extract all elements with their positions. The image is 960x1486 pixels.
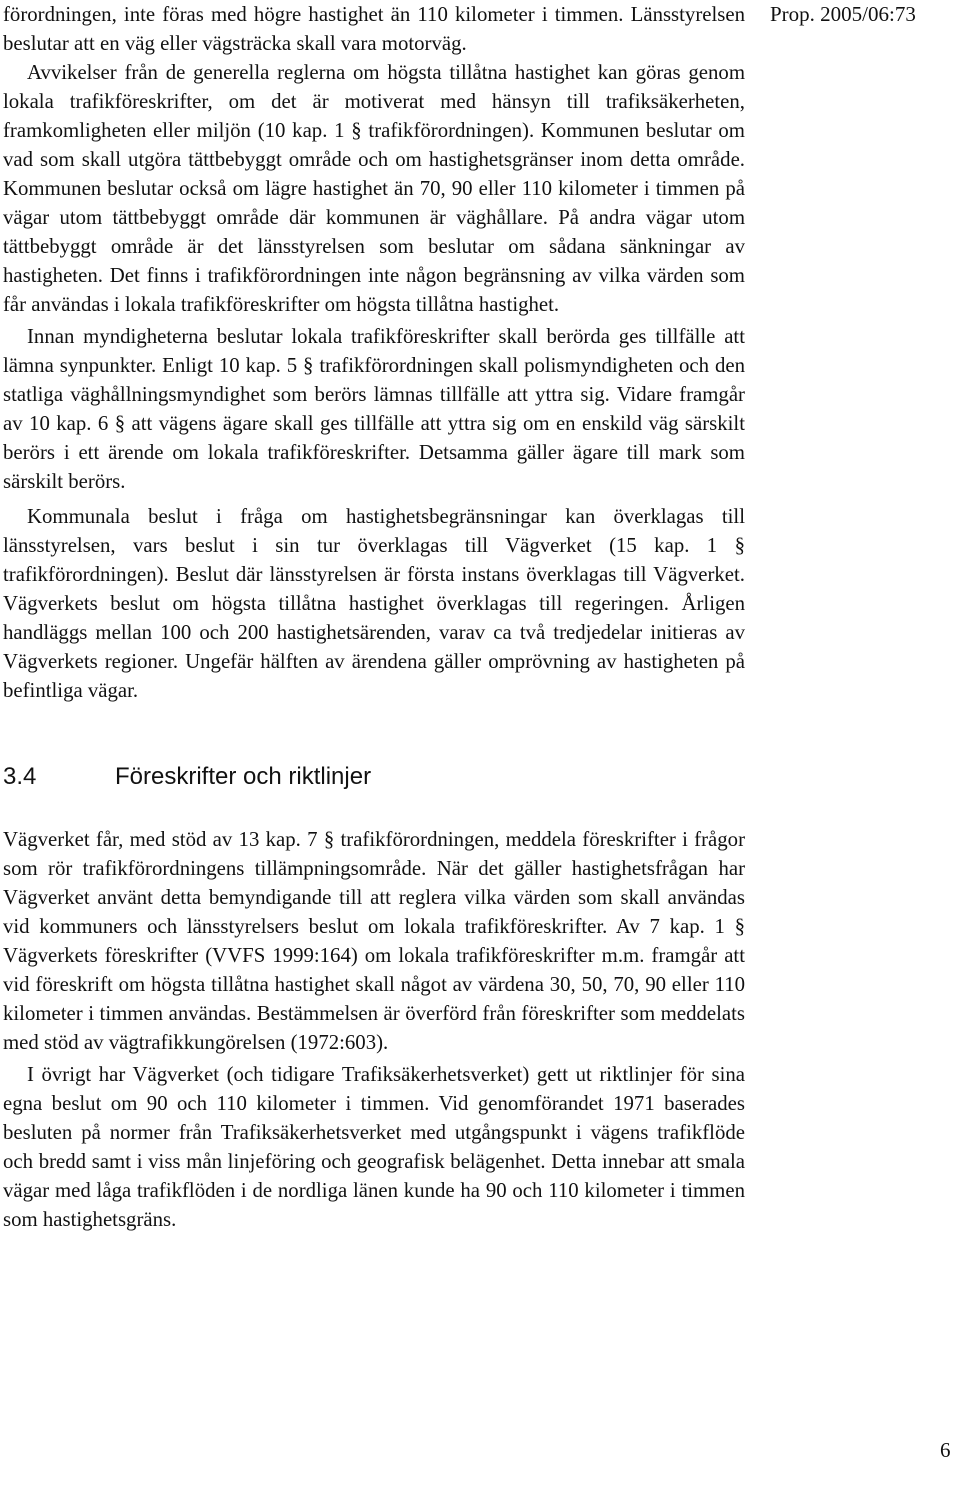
section-heading [3, 762, 745, 792]
section-number: 3.4 [3, 763, 37, 790]
page-number: 6 [940, 1438, 951, 1462]
document-body [3, 0, 745, 1234]
paragraph-consultation: Innan myndigheterna beslutar lokala trafikföreskrifter skall berörda ges tillfälle att lämna synpunkter. Enligt 10 kap. 5 § trafikförordningen skall polismyndigheten och den statliga väghållningsmyndighet som berörs lämnas tillfälle att yttra sig. Vidare framgår av 10 kap. 6 § att vägens ägare skall ges tillfälle att yttra sig om en enskild väg särskilt berörs i ett ärende om lokala trafikföreskrifter. Detsamma gäller ägare till mark som särskilt berörs. [3, 325, 745, 493]
proposition-reference: Prop. 2005/06:73 [770, 2, 916, 26]
paragraph-appeals: Kommunala beslut i fråga om hastighetsbegränsningar kan överklagas till länsstyrelsen, vars beslut i sin tur överklagas till Vägverket (15 kap. 1 § trafikförordningen). Beslut där länsstyrelsen är första instans överklagas till Vägverket. Vägverkets beslut om högsta tillåtna hastighet överklagas till regeringen. Årligen handläggs mellan 100 och 200 hastighetsärenden, varav ca två tredjedelar initieras av Vägverkets regioner. Ungefär hälften av ärendena gäller omprövning av hastigheten på befintliga vägar. [3, 505, 745, 702]
paragraph-guidelines: I övrigt har Vägverket (och tidigare Trafiksäkerhetsverket) gett ut riktlinjer för sina egna beslut om 90 och 110 kilometer i timmen. Vid genomförandet 1971 baserades besluten på normer från Trafiksäkerhetsverket med utgångspunkt i vägens trafikflöde och bredd samt i viss mån linjeföring och geografisk belägenhet. Detta innebar att smala vägar med låga trafikflöden i de nordliga länen kunde ha 90 och 110 kilometer i timmen som hastighetsgräns. [3, 1063, 745, 1231]
section-title: Föreskrifter och riktlinjer [115, 763, 372, 790]
paragraph-local-exceptions: Avvikelser från de generella reglerna om högsta tillåtna hastighet kan göras genom lokala trafikföreskrifter, om det är motiverat med hänsyn till trafiksäkerheten, framkomligheten eller miljön (10 kap. 1 § trafikförordningen). Kommunen beslutar om vad som skall utgöra tättbebyggt område och om hastighetsgränser inom detta område. Kommunen beslutar också om lägre hastighet än 70, 90 eller 110 kilometer i timmen på vägar utom tättbebyggt område där kommunen är väghållare. På andra vägar utom tättbebyggt område är det länsstyrelsen som beslutar om sådana sänkningar av hastigheten. Det finns i trafikförordningen inte någon begränsning av vilka värden som får användas i lokala trafikföreskrifter om högsta tillåtna hastighet. [3, 61, 745, 316]
paragraph-continued: förordningen, inte föras med högre hastighet än 110 kilometer i timmen. Länsstyrelsen beslutar att en väg eller vägsträcka skall vara motorväg. [3, 3, 745, 55]
paragraph-regulations: Vägverket får, med stöd av 13 kap. 7 § trafikförordningen, meddela föreskrifter i frågor som rör trafikförordningens tillämpningsområde. När det gäller hastighetsfrågan har Vägverket använt detta bemyndigande till att reglera vilka värden som skall användas vid kommuners och länsstyrelsers beslut om lokala trafikföreskrifter. Av 7 kap. 1 § Vägverkets föreskrifter (VVFS 1999:164) om lokala trafikföreskrifter m.m. framgår att vid föreskrift om högsta tillåtna hastighet skall något av värdena 30, 50, 70, 90 eller 110 kilometer i timmen användas. Bestämmelsen är överförd från föreskrifter som meddelats med stöd av vägtrafikkungörelsen (1972:603). [3, 828, 745, 1054]
